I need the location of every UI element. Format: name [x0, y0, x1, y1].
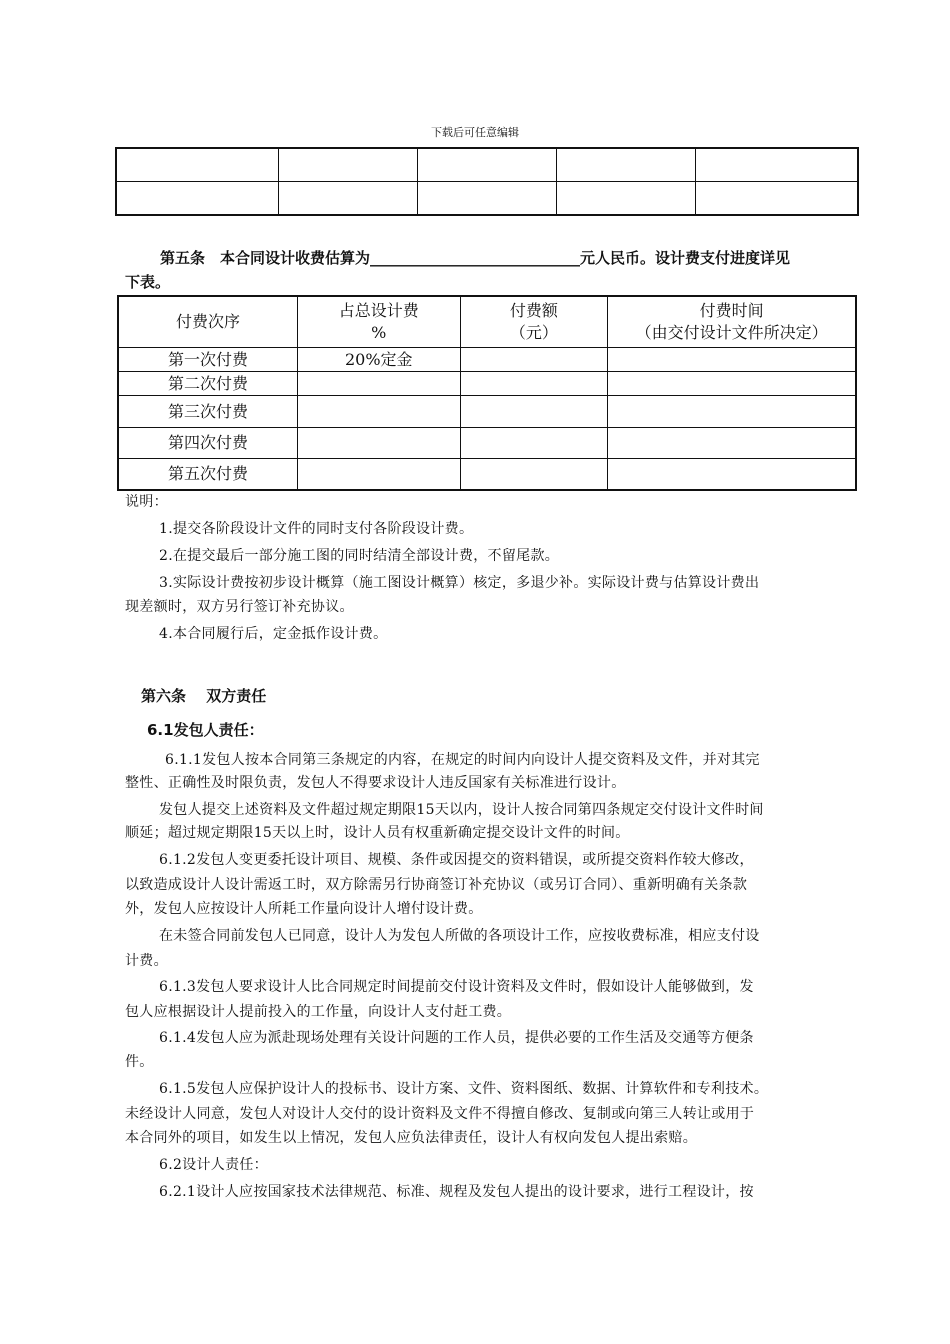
table-row — [118, 372, 856, 396]
article6-title: 第六条 双方责任 — [141, 687, 267, 705]
fee-schedule-table — [117, 295, 857, 491]
article5-prefix: 第五条 本合同设计收费估算为 — [160, 249, 371, 267]
note-text: 2.在提交最后一部分施工图的同时结清全部设计费，不留尾款。 — [159, 548, 560, 564]
table-cell — [297, 372, 460, 396]
table-cell — [460, 348, 608, 372]
table-cell — [460, 428, 608, 459]
body-line — [125, 925, 865, 948]
body-line: 整性、正确性及时限负责，发包人不得要求设计人违反国家有关标准进行设计。 — [125, 775, 626, 791]
body-line — [125, 976, 865, 999]
table-cell: 第三次付费 — [118, 396, 297, 428]
table-cell — [297, 428, 460, 459]
table-cell — [417, 148, 556, 182]
header-percent — [297, 296, 460, 348]
article5-line2: 下表。 — [125, 273, 171, 291]
header-text: 付费时间 — [699, 301, 764, 320]
table-cell — [297, 396, 460, 428]
body-text: 在未签合同前发包人已同意，设计人为发包人所做的各项设计工作，应按收费标准，相应支付设 — [159, 928, 760, 944]
table-cell — [460, 372, 608, 396]
note-item — [125, 518, 865, 541]
body-text: 发包人提交上述资料及文件超过规定期限15天以内，设计人按合同第四条规定交付设计文件时间 — [159, 802, 764, 818]
body-line: 计费。 — [125, 953, 168, 969]
table-row — [118, 459, 856, 490]
header-amount — [460, 296, 608, 348]
note-text: 1.提交各阶段设计文件的同时支付各阶段设计费。 — [159, 521, 474, 537]
notes-title: 说明： — [125, 494, 168, 510]
page-header: 下载后可任意编辑 — [431, 126, 519, 139]
body-line: 包人应根据设计人提前投入的工作量，向设计人支付赶工费。 — [125, 1004, 512, 1020]
body-line: 本合同外的项目，如发生以上情况，发包人应负法律责任，设计人有权向发包人提出索赔。 — [125, 1130, 697, 1146]
article5-line1 — [160, 247, 790, 268]
table-row — [118, 396, 856, 428]
body-line: 未经设计人同意，发包人对设计人交付的设计资料及文件不得擅自修改、复制或向第三人转让或用于 — [125, 1106, 755, 1122]
body-line: 以致造成设计人设计需返工时，双方除需另行协商签订补充协议（或另订合同）、重新明确有关条款 — [125, 877, 748, 893]
table-cell — [116, 182, 278, 216]
table-cell — [608, 396, 856, 428]
body-line — [125, 1027, 865, 1050]
table-cell — [696, 148, 858, 182]
table-cell — [460, 396, 608, 428]
body-line: 外，发包人应按设计人所耗工作量向设计人增付设计费。 — [125, 901, 483, 917]
body-line — [125, 1078, 865, 1101]
table-cell — [460, 459, 608, 490]
header-text: % — [371, 323, 387, 342]
body-line: 顺延；超过规定期限15天以上时，设计人员有权重新确定提交设计文件的时间。 — [125, 825, 630, 841]
body-text: 6.2设计人责任： — [159, 1157, 268, 1173]
table-cell — [557, 148, 696, 182]
table-cell: 第五次付费 — [118, 459, 297, 490]
continued-table — [115, 147, 859, 216]
table-cell — [278, 182, 417, 216]
header-time — [608, 296, 856, 348]
table-cell: 第一次付费 — [118, 348, 297, 372]
header-text: （元） — [509, 323, 558, 342]
body-line — [125, 799, 865, 822]
note-item — [125, 623, 865, 646]
table-cell — [608, 372, 856, 396]
body-line — [125, 1154, 865, 1177]
body-text: 6.2.1设计人应按国家技术法律规范、标准、规程及发包人提出的设计要求，进行工程设计，按 — [159, 1184, 754, 1200]
table-cell — [116, 148, 278, 182]
table-cell — [608, 348, 856, 372]
note-item — [125, 572, 865, 595]
header-text: 付费次序 — [175, 312, 240, 331]
header-text: （由交付设计文件所决定） — [635, 323, 828, 342]
body-line: 件。 — [125, 1054, 154, 1070]
header-order — [118, 296, 297, 348]
table-cell: 20%定金 — [297, 348, 460, 372]
table-cell: 第四次付费 — [118, 428, 297, 459]
table-cell — [297, 459, 460, 490]
note-item — [125, 545, 865, 568]
header-text: 占总设计费 — [338, 301, 419, 320]
table-cell — [278, 148, 417, 182]
table-cell — [608, 459, 856, 490]
header-text: 付费额 — [509, 301, 558, 320]
table-cell: 第二次付费 — [118, 372, 297, 396]
table-header-row — [118, 296, 856, 348]
table-cell — [696, 182, 858, 216]
body-line — [125, 849, 865, 872]
table-cell — [557, 182, 696, 216]
article5-suffix: 元人民币。设计费支付进度详见 — [580, 249, 791, 267]
body-text: 6.1.4发包人应为派赴现场处理有关设计问题的工作人员，提供必要的工作生活及交通等方便条 — [159, 1030, 754, 1046]
table-row — [116, 148, 858, 182]
table-row — [118, 348, 856, 372]
body-text: 6.1.3发包人要求设计人比合同规定时间提前交付设计资料及文件时，假如设计人能够做到，发 — [159, 979, 754, 995]
note-text: 3.实际设计费按初步设计概算（施工图设计概算）核定，多退少补。实际设计费与估算设计费出 — [159, 575, 760, 591]
table-cell — [417, 182, 556, 216]
table-row — [116, 182, 858, 216]
note-item: 现差额时，双方另行签订补充协议。 — [125, 599, 354, 615]
body-line — [125, 749, 865, 772]
body-text: 6.1.2发包人变更委托设计项目、规模、条件或因提交的资料错误，或所提交资料作较大修改， — [159, 852, 754, 868]
body-text: 6.1.1发包人按本合同第三条规定的内容，在规定的时间内向设计人提交资料及文件，并对其完 — [165, 752, 760, 768]
article6-sub1: 6.1发包人责任： — [147, 721, 264, 739]
table-row — [118, 428, 856, 459]
table-cell — [608, 428, 856, 459]
article5-blank: ____________________________ — [370, 249, 581, 267]
body-line — [125, 1181, 865, 1204]
note-text: 4.本合同履行后，定金抵作设计费。 — [159, 626, 388, 642]
body-text: 6.1.5发包人应保护设计人的投标书、设计方案、文件、资料图纸、数据、计算软件和专利技术。 — [159, 1081, 769, 1097]
